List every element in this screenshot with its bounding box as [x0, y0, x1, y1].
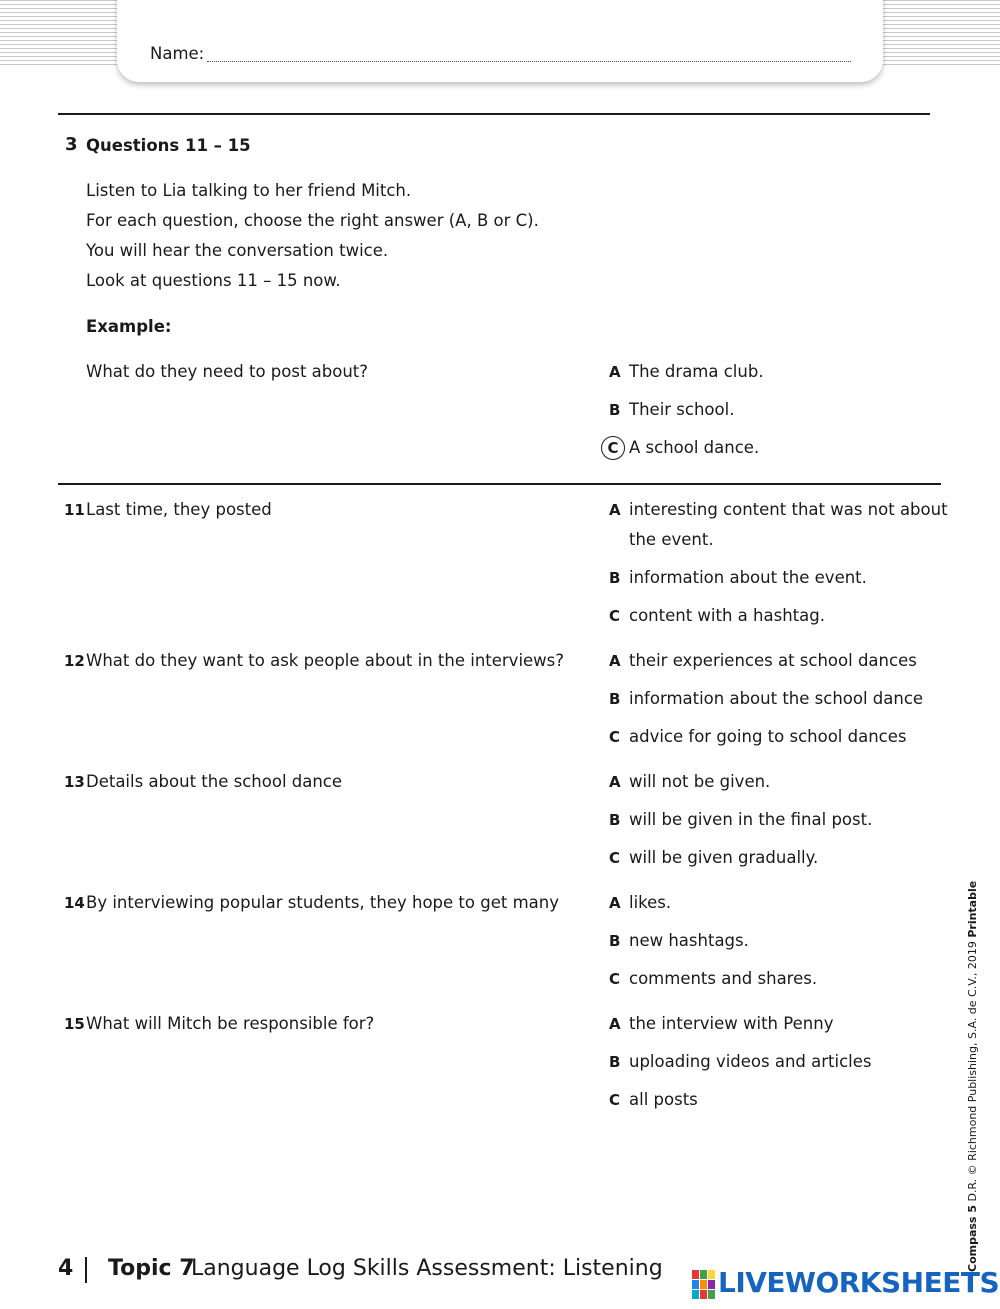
liveworksheets-logo-icon — [692, 1270, 716, 1300]
question-number: 15 — [64, 1015, 85, 1033]
example-option-text: A school dance. — [629, 438, 760, 457]
option-letter[interactable]: C — [609, 607, 621, 625]
instruction-3: You will hear the conversation twice. — [86, 241, 389, 260]
instruction-4: Look at questions 11 – 15 now. — [86, 271, 341, 290]
name-label: Name: — [150, 44, 205, 63]
question-number: 11 — [64, 501, 85, 519]
question-number: 13 — [64, 773, 85, 791]
option-letter[interactable]: A — [609, 501, 621, 519]
footer-title: Language Log Skills Assessment: Listening — [191, 1256, 663, 1281]
option-text[interactable]: will not be given. — [629, 772, 771, 791]
option-text[interactable]: will be given gradually. — [629, 848, 819, 867]
side-credit — [966, 881, 979, 1272]
option-text[interactable]: advice for going to school dances — [629, 727, 907, 746]
footer-divider — [85, 1257, 87, 1283]
option-text[interactable]: new hashtags. — [629, 931, 749, 950]
example-question: What do they need to post about? — [86, 362, 369, 381]
side-credit-book: Compass 5 — [966, 1205, 979, 1272]
question-text: What will Mitch be responsible for? — [86, 1014, 375, 1033]
option-text[interactable]: uploading videos and articles — [629, 1052, 872, 1071]
example-label: Example: — [86, 317, 172, 336]
option-letter[interactable]: A — [609, 773, 621, 791]
option-letter[interactable]: A — [609, 652, 621, 670]
question-text: Last time, they posted — [86, 500, 272, 519]
option-text[interactable]: information about the school dance — [629, 689, 924, 708]
top-rule — [58, 113, 930, 115]
page-number: 4 — [58, 1256, 74, 1281]
option-text[interactable]: comments and shares. — [629, 969, 818, 988]
side-credit-printable: Printable — [966, 880, 979, 938]
section-number: 3 — [65, 134, 78, 155]
option-letter[interactable]: C — [609, 849, 621, 867]
liveworksheets-logo-text: LIVEWORKSHEETS — [718, 1266, 1000, 1299]
option-text[interactable]: the interview with Penny — [629, 1014, 834, 1033]
option-letter[interactable]: A — [609, 894, 621, 912]
option-text[interactable]: interesting content that was not about — [629, 500, 948, 519]
instruction-1: Listen to Lia talking to her friend Mitch. — [86, 181, 412, 200]
option-letter[interactable]: A — [609, 1015, 621, 1033]
header-stripes-right — [882, 0, 1000, 68]
question-text: By interviewing popular students, they hope to get many — [86, 893, 559, 912]
option-letter[interactable]: C — [609, 1091, 621, 1109]
option-letter[interactable]: B — [609, 690, 621, 708]
footer-topic: Topic 7 — [108, 1256, 195, 1281]
option-letter[interactable]: C — [609, 728, 621, 746]
option-letter[interactable]: B — [609, 932, 621, 950]
option-text[interactable]: content with a hashtag. — [629, 606, 825, 625]
question-text: Details about the school dance — [86, 772, 343, 791]
name-input-line[interactable] — [207, 61, 851, 62]
option-text-continued[interactable]: the event. — [629, 530, 714, 549]
option-text[interactable]: likes. — [629, 893, 672, 912]
option-letter[interactable]: C — [609, 970, 621, 988]
example-divider — [58, 483, 941, 485]
question-text: What do they want to ask people about in the interviews? — [86, 651, 565, 670]
example-selected-answer-circle: C — [601, 436, 625, 460]
example-option-text: The drama club. — [629, 362, 764, 381]
example-option-text: Their school. — [629, 400, 735, 419]
option-letter[interactable]: B — [609, 569, 621, 587]
option-text[interactable]: their experiences at school dances — [629, 651, 917, 670]
option-text[interactable]: all posts — [629, 1090, 698, 1109]
instruction-2: For each question, choose the right answer (A, B or C). — [86, 211, 539, 230]
option-text[interactable]: information about the event. — [629, 568, 867, 587]
example-option-letter: A — [609, 363, 621, 381]
option-letter[interactable]: B — [609, 811, 621, 829]
question-number: 14 — [64, 894, 85, 912]
name-card — [117, 0, 883, 82]
question-number: 12 — [64, 652, 85, 670]
side-credit-copyright: D.R. © Richmond Publishing, S.A. de C.V., 2019 — [966, 941, 979, 1202]
example-option-letter: B — [609, 401, 621, 419]
option-letter[interactable]: B — [609, 1053, 621, 1071]
section-title: Questions 11 – 15 — [86, 136, 251, 155]
option-text[interactable]: will be given in the final post. — [629, 810, 873, 829]
header-stripes-left — [0, 0, 118, 68]
